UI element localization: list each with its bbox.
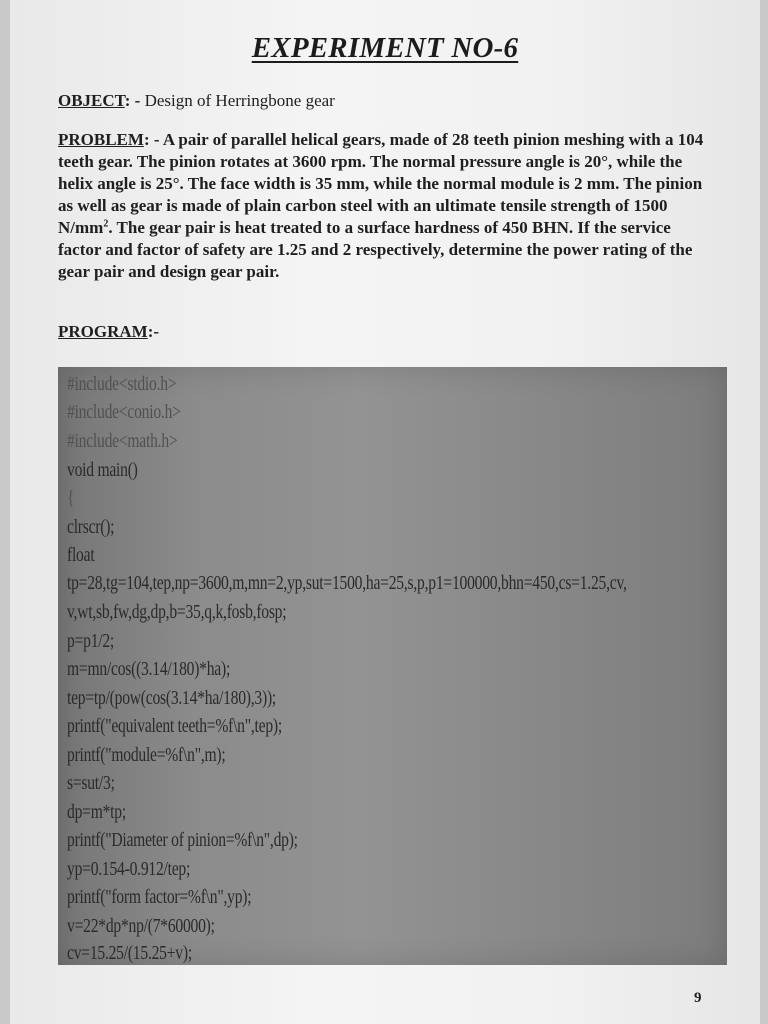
program-suffix: :- xyxy=(147,322,160,341)
code-line: yp=0.154-0.912/tep; xyxy=(67,858,191,880)
code-line: dp=m*tp; xyxy=(67,801,126,823)
code-line: v=22*dp*np/(7*60000); xyxy=(67,915,215,937)
program-label: PROGRAM xyxy=(58,322,148,341)
code-line: float xyxy=(67,544,95,566)
object-text: Design of Herringbone gear xyxy=(144,91,335,110)
code-line: #include<math.h> xyxy=(67,430,178,452)
code-line: printf("Diameter of pinion=%f\n",dp); xyxy=(67,829,298,851)
page-number: 9 xyxy=(694,990,702,1006)
program-heading xyxy=(58,322,159,342)
code-line: #include<conio.h> xyxy=(67,401,181,423)
object-line xyxy=(58,91,335,111)
code-line: void main() xyxy=(67,459,138,481)
page-title: EXPERIMENT NO-6 xyxy=(251,32,519,64)
code-line: tp=28,tg=104,tep,np=3600,m,mn=2,yp,sut=1500,ha=25,s,p,p1=100000,bhn=450,cs=1.25,cv, xyxy=(67,572,627,594)
code-line: tep=tp/(pow(cos(3.14*ha/180),3)); xyxy=(67,687,277,709)
code-line: printf("form factor=%f\n",yp); xyxy=(67,886,252,908)
code-line: printf("module=%f\n",m); xyxy=(67,744,226,766)
code-line: { xyxy=(67,487,75,509)
code-line: m=mn/cos((3.14/180)*ha); xyxy=(67,658,231,680)
code-listing xyxy=(58,367,727,965)
problem-label: PROBLEM xyxy=(58,130,144,149)
code-line: cv=15.25/(15.25+v); xyxy=(67,942,192,964)
problem-text-part1: : - A pair of parallel helical gears, made of 28 teeth pinion meshing with a 104 teeth gear. The pinion rotates at 3600 rpm. The normal pressure angle is 20°, while the helix angle is 25°. The face width is 35 mm, while the normal module is 2 mm. The pinion as well as gear is made of plain carbon steel with an ultimate tensile strength of 1500 N/mm xyxy=(58,130,704,237)
code-line: p=p1/2; xyxy=(67,630,115,652)
code-line: clrscr(); xyxy=(67,516,115,538)
code-line: #include<stdio.h> xyxy=(67,373,177,395)
problem-text-part2: . The gear pair is heat treated to a surface hardness of 450 BHN. If the service factor and factor of safety are 1.25 and 2 respectively, determine the power rating of the gear pair and design gear pair. xyxy=(58,218,693,281)
code-line: v,wt,sb,fw,dg,dp,b=35,q,k,fosb,fosp; xyxy=(67,601,287,623)
object-label: OBJECT xyxy=(58,91,125,110)
problem-statement xyxy=(58,129,718,283)
code-line: printf("equivalent teeth=%f\n",tep); xyxy=(67,715,282,737)
problem-superscript: 2 xyxy=(103,218,109,230)
code-line: s=sut/3; xyxy=(67,772,115,794)
object-separator: : - xyxy=(124,91,145,110)
